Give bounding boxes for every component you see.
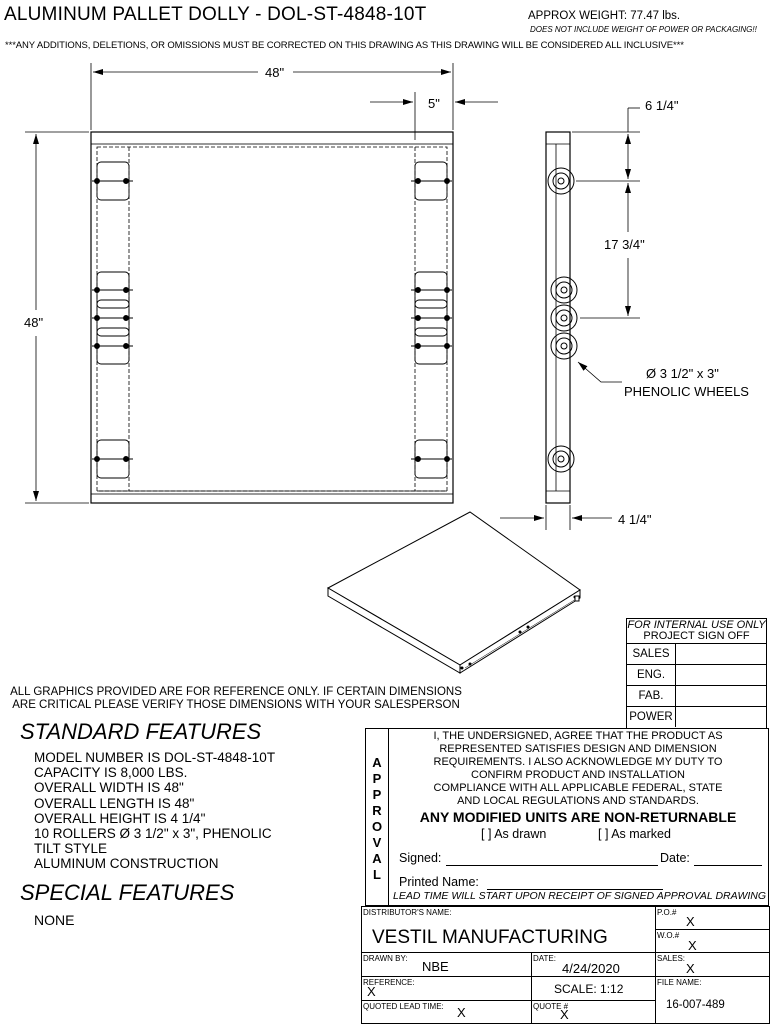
as-marked-checkbox[interactable]: [ ] As marked	[598, 827, 671, 841]
dim-top-offset-label: 6 1/4"	[645, 98, 679, 113]
printed-name-label: Printed Name:	[399, 875, 479, 889]
approval-side-label: A P P R O V A L	[366, 729, 389, 905]
approval-box	[365, 728, 769, 906]
wo-cell: W.O.# X	[656, 930, 769, 953]
side-view	[500, 108, 640, 530]
reference-cell: REFERENCE: X	[362, 977, 532, 1001]
dim-roller-spacing-label: 17 3/4"	[604, 237, 645, 252]
drawing-title: ALUMINUM PALLET DOLLY - DOL-ST-4848-10T	[4, 4, 427, 25]
dim-wheel-size-label: Ø 3 1/2" x 3"	[646, 366, 719, 381]
standard-features-list	[34, 750, 275, 872]
po-cell: P.O.# X	[656, 907, 769, 930]
right-roller-column	[411, 162, 452, 478]
signoff-row-power: POWER	[627, 707, 766, 727]
feature-item: ALUMINUM CONSTRUCTION	[34, 856, 219, 872]
special-features-value: NONE	[34, 912, 75, 928]
lead-time-note: LEAD TIME WILL START UPON RECEIPT OF SIGNED APPROVAL DRAWING	[393, 890, 767, 902]
side-wheels	[548, 168, 577, 472]
lead-time-cell: QUOTED LEAD TIME: X	[362, 1001, 532, 1023]
weight-note: DOES NOT INCLUDE WEIGHT OF POWER OR PACKAGING!!	[530, 25, 757, 34]
signoff-row-fab: FAB.	[627, 686, 766, 707]
distributor-name: VESTIL MANUFACTURING	[372, 927, 608, 948]
drawn-by-cell: DRAWN BY: NBE	[362, 953, 532, 977]
dim-width-label: 48"	[265, 65, 285, 80]
scale-cell: SCALE: 1:12	[532, 977, 656, 1001]
feature-item: OVERALL WIDTH IS 48"	[34, 780, 184, 796]
reference-note: ALL GRAPHICS PROVIDED ARE FOR REFERENCE ONLY. IF CERTAIN DIMENSIONS ARE CRITICAL PLEASE VERIFY THOSE DIMENSIONS WITH YOUR SALESPERSON	[10, 686, 462, 711]
date-cell: DATE: 4/24/2020	[532, 953, 656, 977]
dim-roller-offset-label: 5"	[428, 96, 440, 111]
isometric-view	[328, 512, 580, 673]
non-returnable-notice: ANY MODIFIED UNITS ARE NON-RETURNABLE	[419, 809, 737, 825]
top-view	[25, 63, 498, 503]
dim-height-label: 4 1/4"	[618, 512, 652, 527]
special-features-heading: SPECIAL FEATURES	[20, 880, 235, 905]
standard-features-heading: STANDARD FEATURES	[20, 719, 262, 744]
top-view-deck-edge	[91, 144, 453, 494]
approx-weight: APPROX WEIGHT: 77.47 lbs.	[528, 10, 681, 22]
date-label: Date:	[660, 851, 690, 865]
signoff-row-eng: ENG.	[627, 665, 766, 686]
feature-item: OVERALL HEIGHT IS 4 1/4"	[34, 810, 206, 826]
top-view-frame	[91, 132, 453, 503]
title-block	[361, 906, 770, 1024]
inclusive-warning: ***ANY ADDITIONS, DELETIONS, OR OMISSIONS MUST BE CORRECTED ON THIS DRAWING AS THIS DRAWING WILL BE CONSIDERED ALL INCLUSIVE***	[5, 40, 684, 51]
dim-length-label: 48"	[24, 315, 44, 330]
signoff-row-sales: SALES	[627, 644, 766, 665]
as-drawn-checkbox[interactable]: [ ] As drawn	[481, 827, 547, 841]
left-roller-column	[92, 162, 133, 478]
top-view-inner-hidden	[97, 147, 447, 491]
approval-statement: I, THE UNDERSIGNED, AGREE THAT THE PRODUCT AS REPRESENTED SATISFIES DESIGN AND DIMENSION REQUIREMENTS. I ALSO ACKNOWLEDGE MY DUTY TO CONFIRM PRODUCT AND INSTALLATION COMPLIANCE WITH ALL APPLICABLE FEDERAL, STATE AND LOCAL REGULATIONS AND STANDARDS.	[433, 730, 723, 807]
date-line[interactable]	[694, 865, 762, 866]
project-signoff-header: PROJECT SIGN OFF	[643, 630, 750, 642]
feature-item: MODEL NUMBER IS DOL-ST-4848-10T	[34, 750, 276, 765]
feature-item: TILT STYLE	[34, 841, 108, 857]
feature-item: CAPACITY IS 8,000 LBS.	[34, 765, 188, 781]
sales-cell: SALES: X	[656, 953, 769, 977]
file-name-cell: FILE NAME: 16-007-489	[657, 978, 725, 1011]
internal-use-box	[626, 618, 767, 729]
feature-item: 10 ROLLERS Ø 3 1/2" x 3", PHENOLIC	[34, 826, 272, 842]
dim-wheel-type-label: PHENOLIC WHEELS	[624, 384, 749, 399]
signed-label: Signed:	[399, 851, 442, 865]
signature-line[interactable]	[446, 865, 658, 866]
distributor-cell: DISTRIBUTOR'S NAME: VESTIL MANUFACTURING	[362, 907, 656, 953]
internal-use-header: FOR INTERNAL USE ONLY	[627, 619, 766, 631]
quote-cell: QUOTE # X	[532, 1001, 656, 1023]
feature-item: OVERALL LENGTH IS 48"	[34, 795, 195, 811]
